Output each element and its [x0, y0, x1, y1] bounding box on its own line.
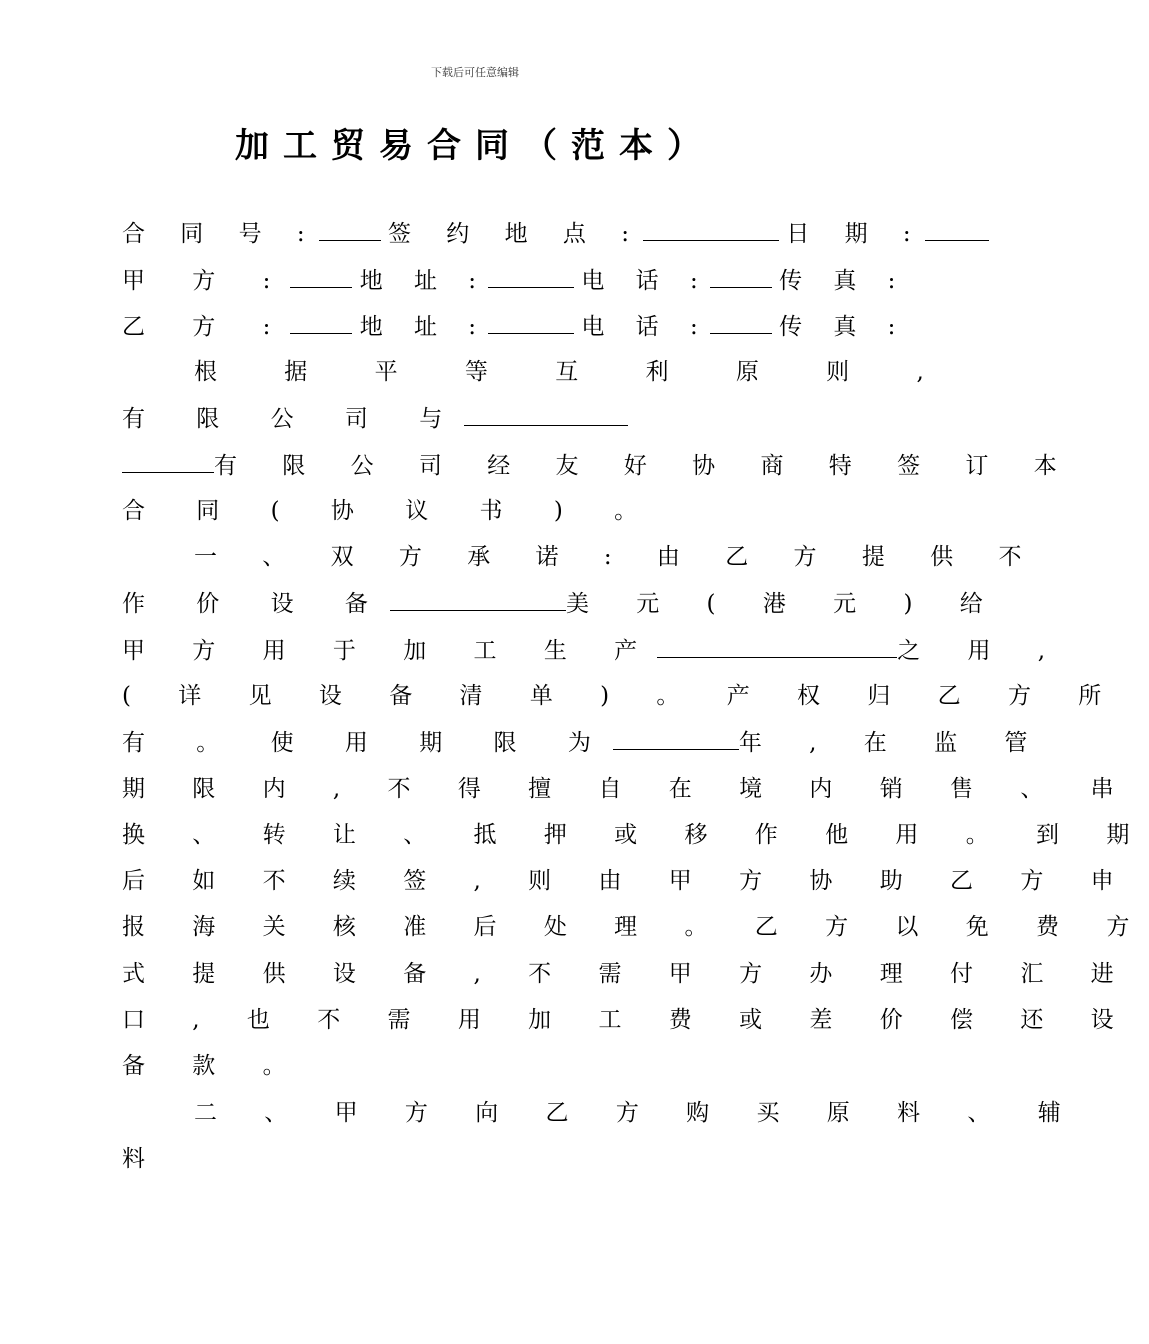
paragraph-line: 料 — [122, 1146, 145, 1172]
contract-number-blank[interactable] — [319, 216, 381, 241]
negotiation-text: 有 限 公 司 经 友 好 协 商 特 签 订 本 — [214, 453, 1076, 479]
equipment-label: 作 价 设 备 — [122, 591, 390, 617]
currency-text: 美 元 ( 港 元 ) 给 — [565, 591, 1003, 617]
product-blank[interactable] — [657, 633, 897, 658]
party-b-phone-label: 电 话 : — [581, 314, 710, 340]
date-label: 日 期 : — [786, 221, 925, 247]
sign-place-label: 签 约 地 点 : — [388, 221, 643, 247]
section-2-heading: 二 、 甲 方 向 乙 方 购 买 原 料 、 辅 — [194, 1100, 1081, 1126]
contract-number-label: 合 同 号 : — [122, 221, 319, 247]
term-years-blank[interactable] — [613, 725, 739, 750]
party-b-fax-label: 传 真 : — [779, 314, 908, 340]
term-label: 有 。 使 用 期 限 为 — [122, 730, 613, 756]
company-blank[interactable] — [464, 401, 628, 426]
document-title: 加工贸易合同（范本） — [235, 126, 715, 166]
header-note: 下载后可任意编辑 — [431, 66, 519, 79]
party-b-label: 乙 方 : — [122, 314, 291, 340]
party-a-phone-label: 电 话 : — [581, 268, 710, 294]
contract-number-line — [122, 216, 989, 250]
paragraph-line — [122, 633, 1065, 667]
section-1-heading: 一 、 双 方 承 诺 : 由 乙 方 提 供 不 — [194, 544, 1041, 570]
paragraph-line: ( 详 见 设 备 清 单 ) 。 产 权 归 乙 方 所 — [122, 683, 1122, 709]
paragraph-line: 报 海 关 核 准 后 处 理 。 乙 方 以 免 费 方 — [122, 914, 1149, 940]
production-label: 甲 方 用 于 加 工 生 产 — [122, 638, 658, 664]
paragraph-line — [122, 725, 1047, 759]
paragraph-line — [122, 401, 628, 435]
paragraph-line: 期 限 内 , 不 得 擅 自 在 境 内 销 售 、 串 — [122, 776, 1134, 802]
paragraph-line — [122, 586, 1003, 620]
party-b-phone-blank[interactable] — [710, 309, 772, 334]
company-blank-2[interactable] — [122, 448, 214, 473]
party-a-blank[interactable] — [290, 263, 352, 288]
sign-place-blank[interactable] — [643, 216, 779, 241]
party-a-label: 甲 方 : — [122, 268, 291, 294]
paragraph-line: 换 、 转 让 、 抵 押 或 移 作 他 用 。 到 期 — [122, 822, 1149, 848]
paragraph-line: 根 据 平 等 互 利 原 则 , — [194, 359, 954, 385]
purpose-text: 之 用 , — [897, 638, 1066, 664]
usd-amount-blank[interactable] — [390, 586, 566, 611]
party-a-phone-blank[interactable] — [710, 263, 772, 288]
paragraph-line: 式 提 供 设 备 , 不 需 甲 方 办 理 付 汇 进 — [122, 961, 1134, 987]
company-with-label: 有 限 公 司 与 — [122, 406, 465, 432]
term-text: 年 , 在 监 管 — [738, 730, 1048, 756]
party-b-address-label: 地 址 : — [359, 314, 489, 340]
paragraph-line — [122, 448, 1076, 482]
party-b-address-blank[interactable] — [488, 309, 574, 334]
paragraph-line: 备 款 。 — [122, 1053, 306, 1079]
party-b-line — [122, 309, 907, 343]
paragraph-line: 后 如 不 续 签 , 则 由 甲 方 协 助 乙 方 申 — [122, 868, 1134, 894]
party-a-fax-label: 传 真 : — [779, 268, 908, 294]
party-a-line — [122, 263, 907, 297]
paragraph-line: 合 同 ( 协 议 书 ) 。 — [122, 498, 660, 524]
date-blank[interactable] — [925, 216, 989, 241]
paragraph-line: 口 , 也 不 需 用 加 工 费 或 差 价 偿 还 设 — [122, 1007, 1134, 1033]
party-a-address-label: 地 址 : — [359, 268, 489, 294]
party-b-blank[interactable] — [290, 309, 352, 334]
party-a-address-blank[interactable] — [488, 263, 574, 288]
